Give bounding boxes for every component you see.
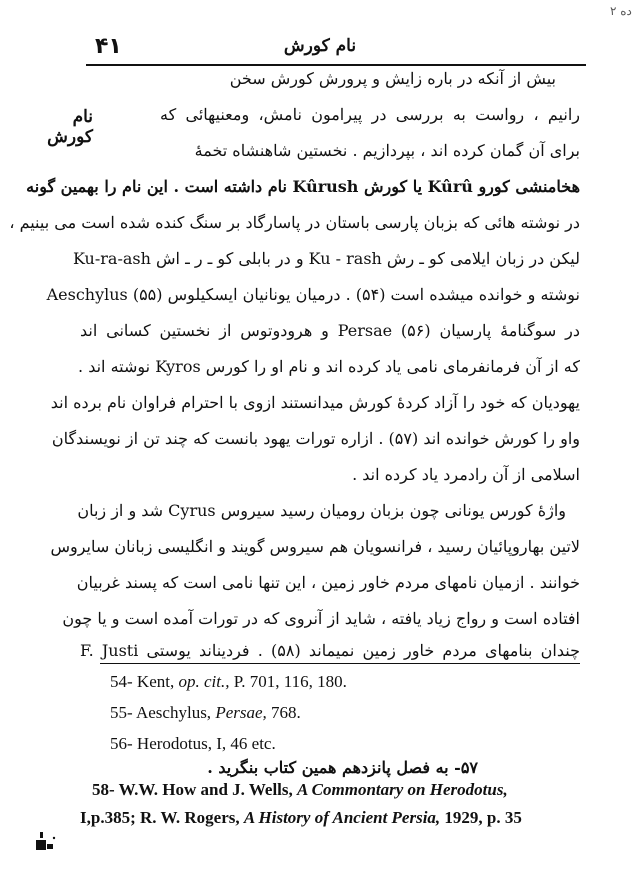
corner-mark: ده ۲	[610, 4, 632, 18]
body-line: رانیم ، رواست به بررسی در پیرامون نامش، ومعنیهائی که	[160, 105, 580, 124]
footnote-author: Kent,	[136, 672, 175, 691]
body-line: چندان بنامهای مردم خاور زمین نمیماند (۵۸) . فردیناند یوستی F. Justi	[80, 641, 580, 660]
footnote-rule	[100, 663, 580, 664]
footnote-58-line-1	[92, 780, 508, 800]
body-line: که از آن فرمانفرمای نامی یاد کرده اند و نام او را کورس Kyros نوشته اند .	[78, 357, 580, 376]
body-line: افتاده است و رواج زیاد یافته ، شاید از آنروی که در تورات آمده است و یا چون	[62, 609, 580, 628]
footnote-56	[110, 734, 276, 754]
footnote-author: Aeschylus,	[135, 703, 212, 722]
footnote-number: 54-	[110, 672, 133, 691]
body-line: هخامنشی کورو Kûrû یا کورش Kûrush نام داشته است . این نام را بهمین گونه	[26, 177, 580, 196]
footnote-number: ۵۷-	[454, 758, 478, 777]
body-line: برای آن گمان کرده اند ، بپردازیم . نخستین شاهنشاه تخمهٔ	[194, 141, 580, 160]
body-line: در نوشته هائی که بزبان پارسی باستان در پاسارگاد بر سنگ کنده شده است می بینیم ،	[9, 213, 580, 232]
footnote-number: 55-	[110, 703, 133, 722]
footnote-year: 1929, p. 35	[444, 808, 522, 827]
footnote-work: op. cit.,	[178, 672, 230, 691]
footnote-work: A History of Ancient Persia,	[243, 808, 441, 827]
footnote-55	[110, 703, 301, 723]
footnote-ref: I,p.385; R. W. Rogers,	[80, 808, 240, 827]
footnote-number: 56-	[110, 734, 133, 753]
body-line: نوشته و خوانده میشده است (۵۴) . درمیان یونانیان ایسکیلوس Aeschylus (۵۵)	[46, 285, 580, 304]
footnote-author: Herodotus,	[136, 734, 212, 753]
body-line: بیش از آنکه در باره زایش و پرورش کورش سخن	[229, 69, 556, 88]
body-line: در سوگنامهٔ پارسیان Persae (۵۶) و هرودوتوس از نخستین کسانی اند	[80, 321, 581, 340]
footnote-authors: W.W. How and J. Wells,	[118, 780, 293, 799]
body-line: واژهٔ کورس یونانی چون بزبان رومیان رسید سیروس Cyrus شد و از زبان	[77, 501, 566, 520]
body-line: لاتین بهاروپائیان رسید ، فرانسویان هم سیروس گویند و انگلیسی زبانان سایروس	[50, 537, 580, 556]
body-line: یهودیان که خود را آزاد کردهٔ کورش میدانستند ازوی با احترام فراوان نام برده اند	[50, 393, 580, 412]
body-line: لیکن در زبان ایلامی کو ـ رش Ku - rash و در بابلی کو ـ ر ـ اش Ku-ra-ash	[72, 249, 580, 268]
header-rule	[86, 64, 586, 66]
running-title: نام کورش	[283, 36, 357, 56]
body-line: خوانند . ازمیان نامهای مردم خاور زمین ، این تنها نامی است که پسند غربیان	[76, 573, 580, 592]
footnote-rest: I, 46 etc.	[216, 734, 276, 753]
footnote-54	[110, 672, 347, 692]
page-number: ۴۱	[95, 34, 122, 59]
footnote-rest: P. 701, 116, 180.	[233, 672, 347, 691]
body-line: اسلامی از آن رادمرد یاد کرده اند .	[352, 465, 580, 484]
footnote-work: Persae,	[215, 703, 267, 722]
footnote-number: 58-	[92, 780, 115, 799]
footnote-rest: 768.	[271, 703, 301, 722]
footnote-58-line-2	[80, 808, 522, 828]
body-line: واو را کورش خوانده اند (۵۷) . ازاره تورات یهود بانست که چند تن از نویسندگان	[51, 429, 580, 448]
scan-speck	[34, 826, 58, 854]
footnote-57	[207, 758, 478, 777]
side-heading: نام کورش	[47, 107, 93, 147]
footnote-text: به فصل پانزدهم همین کتاب بنگرید .	[207, 758, 449, 777]
footnote-work: A Commontary on Herodotus,	[297, 780, 508, 799]
